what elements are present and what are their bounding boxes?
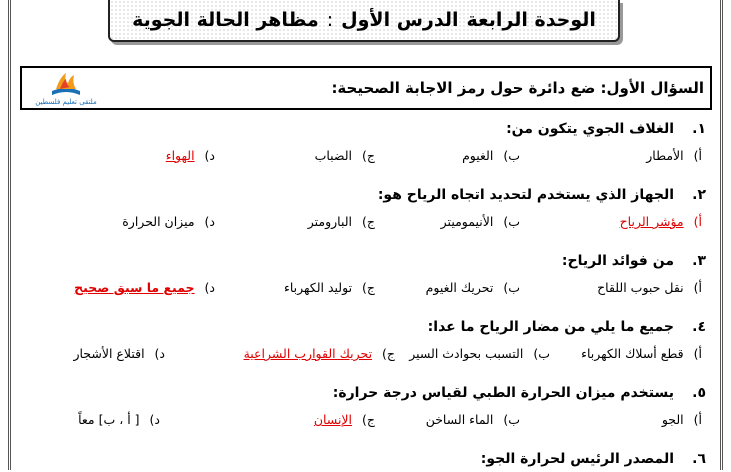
question-text: يستخدم ميزان الحرارة الطبي لقياس درجة حرارة: bbox=[332, 385, 674, 401]
option-letter: ج) bbox=[362, 148, 375, 163]
option-a[interactable] bbox=[662, 412, 702, 427]
option-letter: ج) bbox=[362, 280, 375, 295]
option-letter: ب) bbox=[503, 214, 520, 229]
option-letter: ج) bbox=[362, 214, 375, 229]
question-section-header bbox=[20, 66, 712, 110]
option-letter: ج) bbox=[362, 412, 375, 427]
option-text: ميزان الحرارة bbox=[122, 214, 195, 229]
option-c[interactable] bbox=[244, 346, 395, 361]
option-letter: أ) bbox=[693, 412, 702, 427]
question-number: ٣. bbox=[692, 253, 706, 269]
option-letter: د) bbox=[204, 214, 215, 229]
option-b[interactable] bbox=[426, 412, 520, 427]
option-d[interactable] bbox=[74, 280, 215, 295]
option-text: اقتلاع الأشجار bbox=[73, 346, 145, 361]
question-number: ٦. bbox=[692, 451, 706, 467]
questions-list bbox=[20, 116, 710, 472]
lesson-title-box bbox=[108, 0, 620, 42]
option-text: الضباب bbox=[314, 148, 353, 163]
option-text: قطع أسلاك الكهرباء bbox=[581, 346, 684, 361]
option-text: الأمطار bbox=[646, 148, 684, 163]
options-row bbox=[20, 340, 710, 380]
question-text: الغلاف الجوي يتكون من: bbox=[506, 121, 674, 137]
title-separator: : bbox=[326, 9, 334, 31]
option-a[interactable] bbox=[581, 346, 702, 361]
question-item bbox=[20, 380, 710, 446]
question-stem bbox=[20, 248, 710, 274]
book-flame-icon bbox=[46, 71, 86, 97]
question-stem bbox=[20, 380, 710, 406]
question-stem bbox=[20, 182, 710, 208]
question-stem bbox=[20, 116, 710, 142]
question-item bbox=[20, 248, 710, 314]
question-number: ٤. bbox=[692, 319, 706, 335]
option-text: البارومتر bbox=[307, 214, 353, 229]
option-letter: د) bbox=[154, 346, 165, 361]
question-text: الجهاز الذي يستخدم لتحديد اتجاه الرياح هو: bbox=[377, 187, 674, 203]
option-text: الأنيموميتر bbox=[440, 214, 494, 229]
option-d[interactable] bbox=[78, 412, 160, 427]
option-letter: د) bbox=[149, 412, 160, 427]
options-row bbox=[20, 142, 710, 182]
question-number: ٥. bbox=[692, 385, 706, 401]
option-text: الماء الساخن bbox=[425, 412, 494, 427]
option-text: التسبب بحوادث السير bbox=[409, 346, 524, 361]
option-a[interactable] bbox=[646, 148, 702, 163]
option-c[interactable] bbox=[284, 280, 375, 295]
question-stem bbox=[20, 314, 710, 340]
question-item bbox=[20, 314, 710, 380]
logo-caption: ملتقى تعليم فلسطين bbox=[35, 97, 97, 106]
option-text: تحريك الغيوم bbox=[425, 280, 494, 295]
option-letter: ج) bbox=[382, 346, 395, 361]
option-c[interactable] bbox=[315, 148, 375, 163]
option-a[interactable] bbox=[597, 280, 702, 295]
question-number: ١. bbox=[692, 121, 706, 137]
question-item bbox=[20, 182, 710, 248]
lesson-title bbox=[132, 9, 596, 31]
option-letter: د) bbox=[204, 280, 215, 295]
options-row bbox=[20, 274, 710, 314]
topic-label: مظاهر الحالة الجوية bbox=[132, 9, 319, 31]
option-text: مؤشر الرياح bbox=[619, 214, 684, 229]
option-a[interactable] bbox=[620, 214, 702, 229]
option-letter: أ) bbox=[693, 148, 702, 163]
option-d[interactable] bbox=[73, 346, 165, 361]
site-logo bbox=[28, 68, 104, 108]
option-letter: د) bbox=[204, 148, 215, 163]
option-letter: ب) bbox=[503, 412, 520, 427]
option-c[interactable] bbox=[314, 412, 375, 427]
options-row bbox=[20, 208, 710, 248]
option-text: تحريك القوارب الشراعية bbox=[243, 346, 373, 361]
option-b[interactable] bbox=[462, 148, 520, 163]
option-text: نقل حبوب اللقاح bbox=[597, 280, 684, 295]
option-b[interactable] bbox=[441, 214, 520, 229]
question-item bbox=[20, 446, 710, 472]
option-text: الإنسان bbox=[313, 412, 353, 427]
option-b[interactable] bbox=[426, 280, 520, 295]
question-text: المصدر الرئيس لحرارة الجو: bbox=[480, 451, 674, 467]
question-text: جميع ما يلي من مضار الرياح ما عدا: bbox=[427, 319, 674, 335]
option-text: الهواء bbox=[165, 148, 195, 163]
option-b[interactable] bbox=[409, 346, 550, 361]
question-stem bbox=[20, 446, 710, 472]
question-text: من فوائد الرياح: bbox=[561, 253, 674, 269]
option-letter: أ) bbox=[693, 280, 702, 295]
option-letter: ب) bbox=[503, 148, 520, 163]
options-row bbox=[20, 406, 710, 446]
option-text: توليد الكهرباء bbox=[283, 280, 353, 295]
question-item bbox=[20, 116, 710, 182]
option-letter: أ) bbox=[693, 214, 702, 229]
option-letter: ب) bbox=[533, 346, 550, 361]
option-letter: أ) bbox=[693, 346, 702, 361]
lesson-label: الدرس الأول bbox=[341, 9, 459, 31]
option-letter: ب) bbox=[503, 280, 520, 295]
option-d[interactable] bbox=[122, 214, 215, 229]
option-c[interactable] bbox=[308, 214, 375, 229]
option-text: الجو bbox=[661, 412, 684, 427]
option-text: [ أ ، ب] معاً bbox=[78, 412, 140, 427]
section-title: السؤال الأول: ضع دائرة حول رمز الاجابة الصحيحة: bbox=[331, 79, 704, 97]
option-text: جميع ما سبق صحيح bbox=[74, 280, 195, 295]
option-text: الغيوم bbox=[462, 148, 494, 163]
question-number: ٢. bbox=[692, 187, 706, 203]
option-d[interactable] bbox=[166, 148, 215, 163]
unit-label: الوحدة الرابعة bbox=[466, 9, 596, 31]
